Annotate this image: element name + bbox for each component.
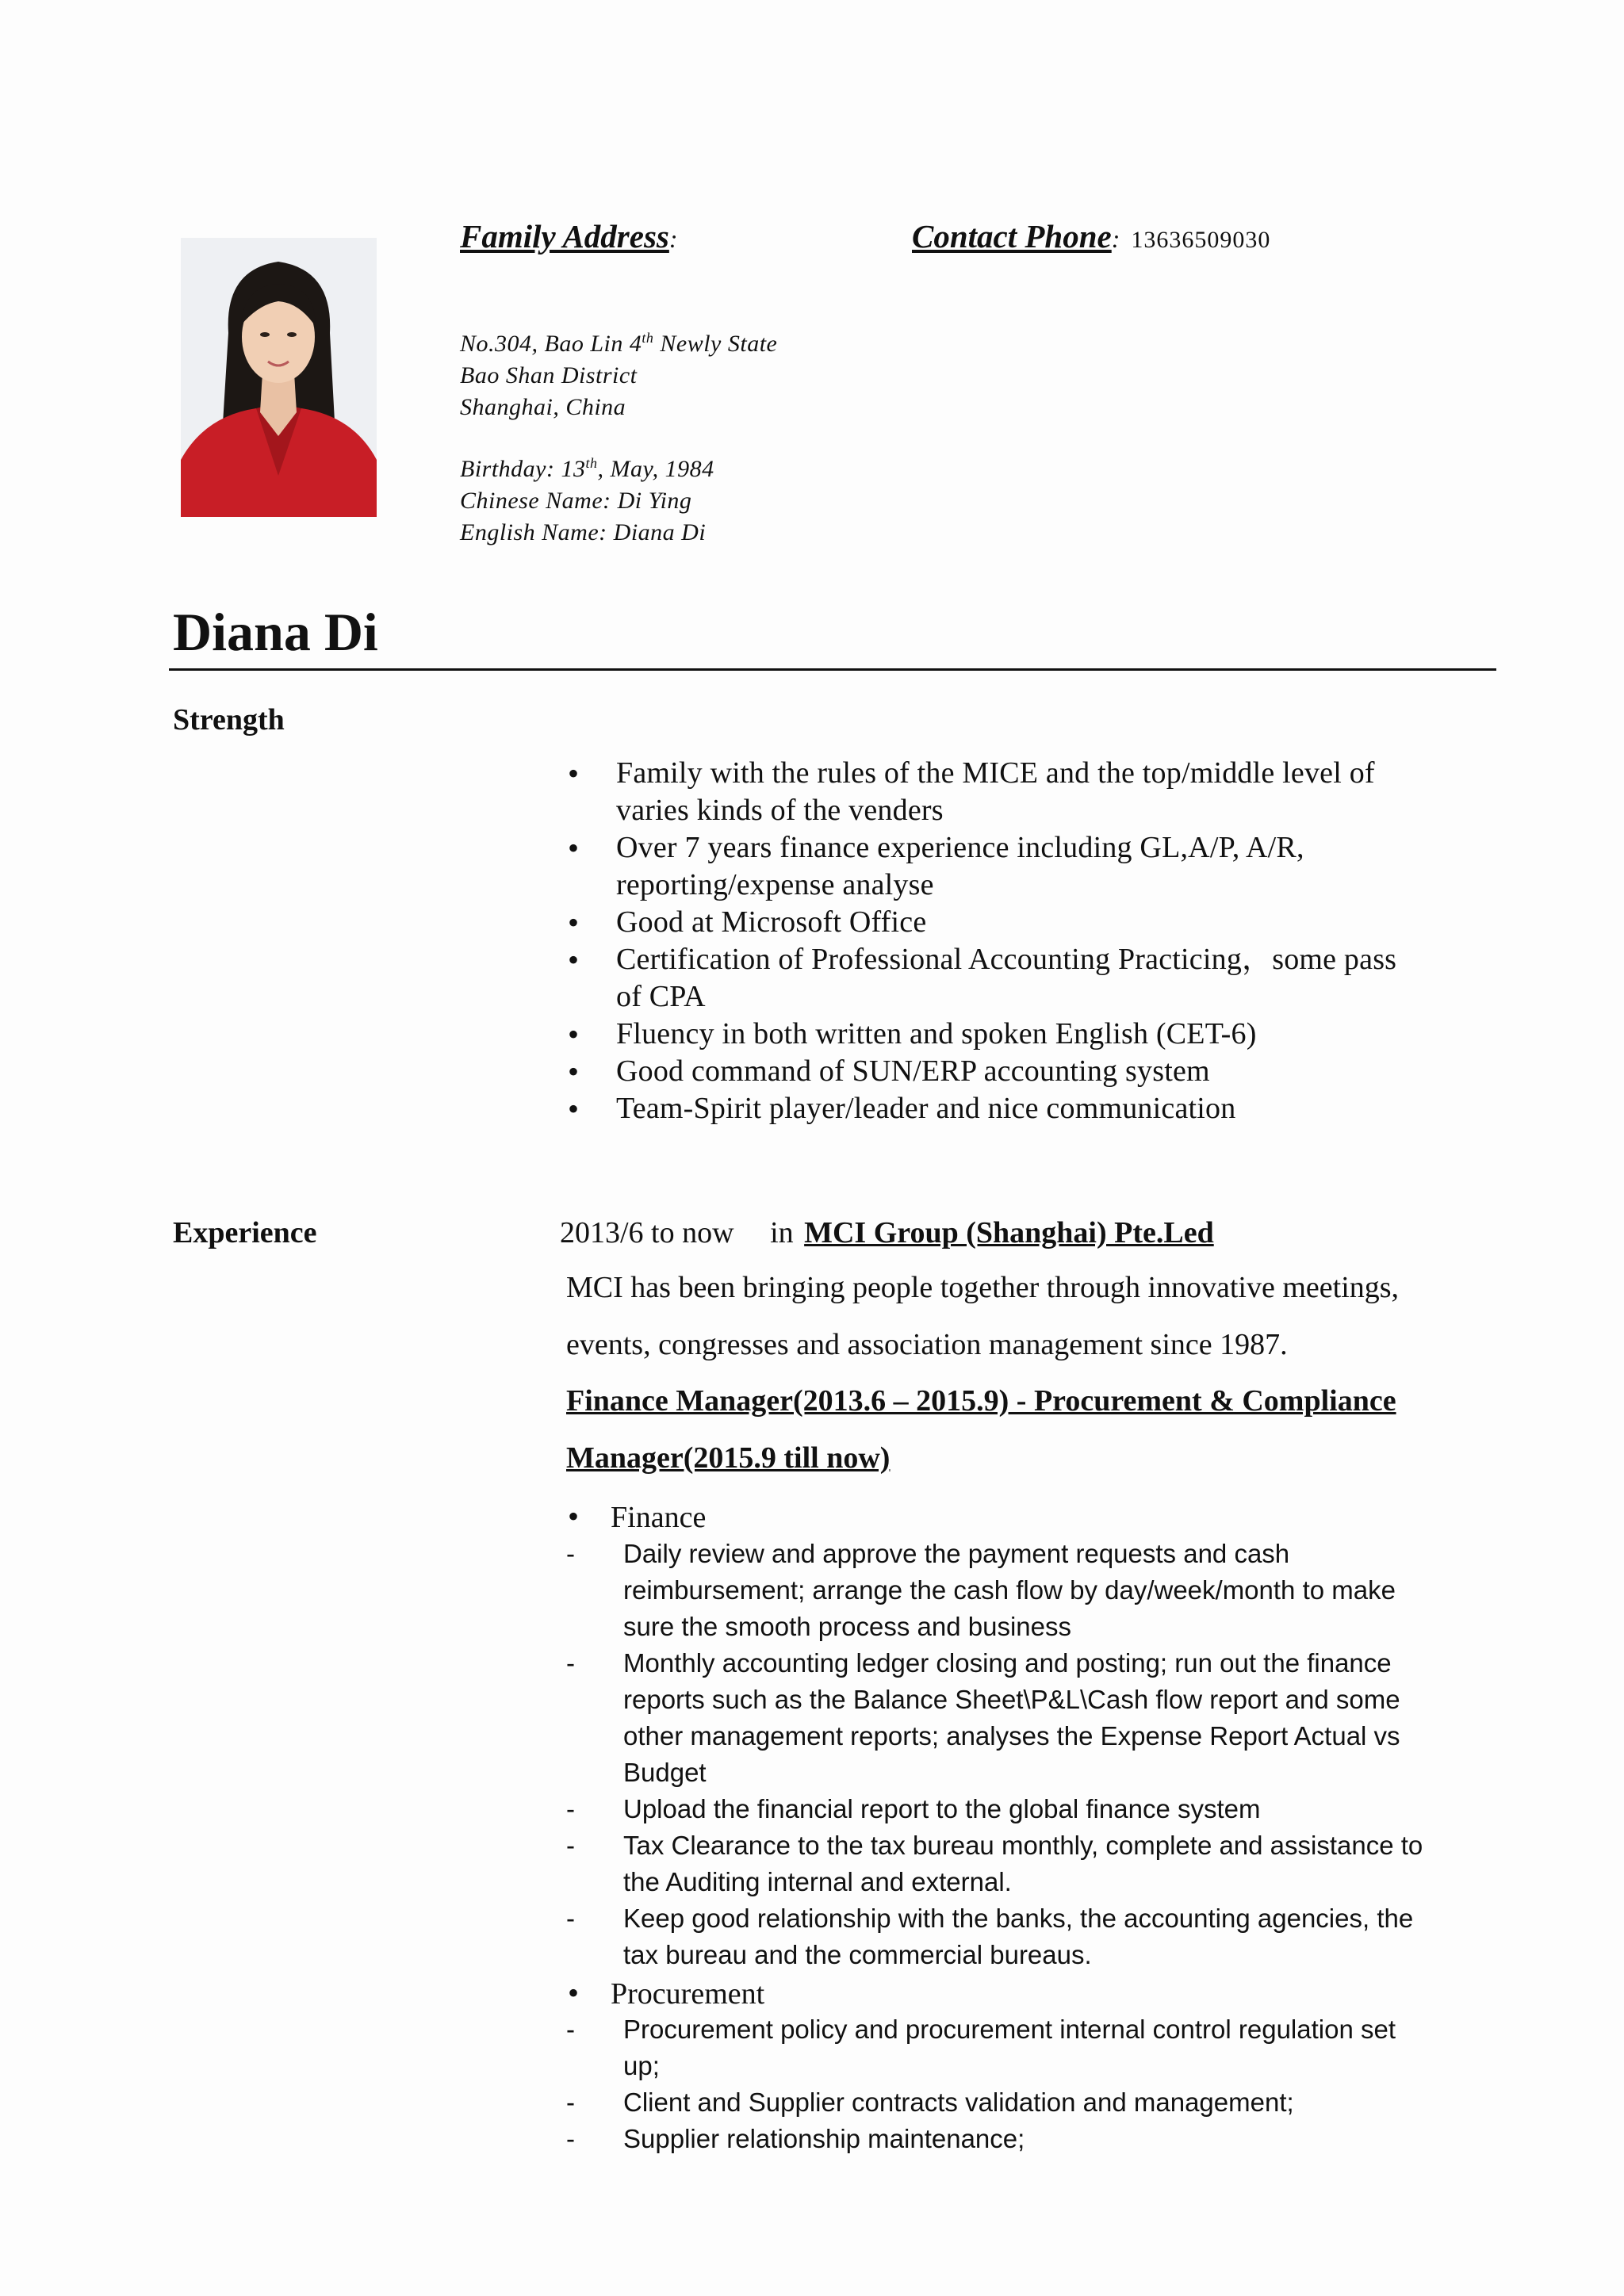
dash-marker: - [566, 1794, 575, 1823]
experience-period-line [560, 1215, 1214, 1250]
duty-item-line: Budget [623, 1758, 707, 1787]
strength-item-line: varies kinds of the venders [616, 794, 944, 827]
address-line-3: Shanghai, China [460, 394, 626, 420]
duty-item-line: up; [623, 2051, 660, 2080]
company-description-line-2: events, congresses and association management since 1987. [566, 1328, 1288, 1361]
personal-info-block [460, 447, 714, 549]
address-line-1: No.304, Bao Lin 4th Newly State [460, 330, 778, 357]
role-title-line-2: Manager(2015.9 till now) [566, 1441, 891, 1475]
dash-marker: - [566, 1648, 575, 1678]
strength-item [568, 829, 1472, 904]
dash-marker: - [566, 2087, 575, 2117]
duty-item [566, 1536, 1486, 1645]
strength-item [568, 1053, 1472, 1090]
bullet: • [568, 942, 580, 978]
experience-in: in [770, 1216, 794, 1249]
duty-item-line: other management reports; analyses the Expense Report Actual vs [623, 1721, 1400, 1751]
chinese-name: Chinese Name: Di Ying [460, 488, 692, 514]
company-description-line-1: MCI has been bringing people together through innovative meetings, [566, 1271, 1400, 1304]
bullet: • [568, 1498, 580, 1534]
duty-item-line: sure the smooth process and business [623, 1612, 1071, 1641]
duty-item [566, 2011, 1486, 2084]
duty-item-line: Procurement policy and procurement internal control regulation set [623, 2015, 1396, 2044]
contact-phone-colon: : [1111, 224, 1120, 253]
role-title-line-1: Finance Manager(2013.6 – 2015.9) - Procurement & Compliance [566, 1384, 1396, 1418]
procurement-heading [568, 1974, 764, 2011]
family-address-heading [460, 217, 678, 255]
finance-label: Finance [611, 1501, 707, 1534]
profile-photo [181, 238, 377, 517]
english-name: English Name: Diana Di [460, 519, 707, 545]
company-name: MCI Group (Shanghai) Pte.Led [804, 1216, 1214, 1249]
strength-item-line: Certification of Professional Accounting Practicing，some pass [616, 943, 1397, 976]
dash-marker: - [566, 1904, 575, 1933]
bullet: • [568, 1975, 580, 2011]
bullet: • [568, 1016, 580, 1052]
bullet: • [568, 905, 580, 940]
family-address-colon: : [668, 224, 678, 253]
duty-item [566, 1645, 1486, 1791]
strength-item-line: Over 7 years finance experience including GL,A/P, A/R, [616, 831, 1304, 864]
procurement-label: Procurement [611, 1977, 765, 2011]
contact-phone-value: 13636509030 [1131, 227, 1271, 253]
duty-item-line: the Auditing internal and external. [623, 1867, 1012, 1896]
experience-period: 2013/6 to now [560, 1216, 734, 1249]
strength-item-line: Team-Spirit player/leader and nice communication [616, 1092, 1236, 1125]
strength-item [568, 941, 1472, 1016]
strength-item [568, 1090, 1472, 1127]
strength-item [568, 1016, 1472, 1053]
bullet: • [568, 756, 580, 791]
duty-item-line: reimbursement; arrange the cash flow by day/week/month to make [623, 1575, 1396, 1605]
contact-phone-heading [912, 217, 1270, 255]
strength-item-line: Good command of SUN/ERP accounting system [616, 1054, 1210, 1088]
family-address-label: Family Address [460, 218, 669, 254]
candidate-name: Diana Di [173, 602, 378, 662]
duty-item-line: Daily review and approve the payment requests and cash [623, 1539, 1290, 1568]
duty-item [566, 2121, 1486, 2157]
strength-item [568, 904, 1472, 941]
duty-item-line: Monthly accounting ledger closing and posting; run out the finance [623, 1648, 1392, 1678]
duty-item [566, 1900, 1486, 1973]
finance-heading [568, 1498, 706, 1535]
strength-item-line: Fluency in both written and spoken English (CET-6) [616, 1017, 1257, 1050]
strength-item-line: Family with the rules of the MICE and the top/middle level of [616, 756, 1375, 790]
dash-marker: - [566, 2015, 575, 2044]
bullet: • [568, 1091, 580, 1127]
contact-phone-label: Contact Phone [912, 218, 1112, 254]
address-block [460, 322, 777, 423]
strength-list [568, 755, 1472, 1127]
dash-marker: - [566, 2124, 575, 2153]
duty-item-line: reports such as the Balance Sheet\P&L\Cash flow report and some [623, 1685, 1400, 1714]
strength-title: Strength [173, 703, 285, 737]
birthday: Birthday: 13th, May, 1984 [460, 455, 714, 482]
duty-item-line: Client and Supplier contracts validation and management; [623, 2087, 1294, 2117]
duty-item-line: Upload the financial report to the global finance system [623, 1794, 1261, 1823]
strength-item-line: Good at Microsoft Office [616, 905, 927, 939]
experience-title: Experience [173, 1216, 317, 1249]
duty-item-line: Keep good relationship with the banks, the accounting agencies, the [623, 1904, 1414, 1933]
strength-item [568, 755, 1472, 829]
duty-item [566, 1791, 1486, 1827]
duty-item [566, 2084, 1486, 2121]
duty-item-line: Tax Clearance to the tax bureau monthly, complete and assistance to [623, 1831, 1423, 1860]
bullet: • [568, 830, 580, 866]
duty-item [566, 1827, 1486, 1900]
duty-item-line: tax bureau and the commercial bureaus. [623, 1940, 1092, 1969]
address-line-2: Bao Shan District [460, 362, 638, 388]
strength-item-line: reporting/expense analyse [616, 868, 934, 901]
bullet: • [568, 1054, 580, 1089]
strength-item-line: of CPA [616, 980, 706, 1013]
duty-item-line: Supplier relationship maintenance; [623, 2124, 1025, 2153]
dash-marker: - [566, 1539, 575, 1568]
dash-marker: - [566, 1831, 575, 1860]
name-divider [169, 668, 1496, 671]
